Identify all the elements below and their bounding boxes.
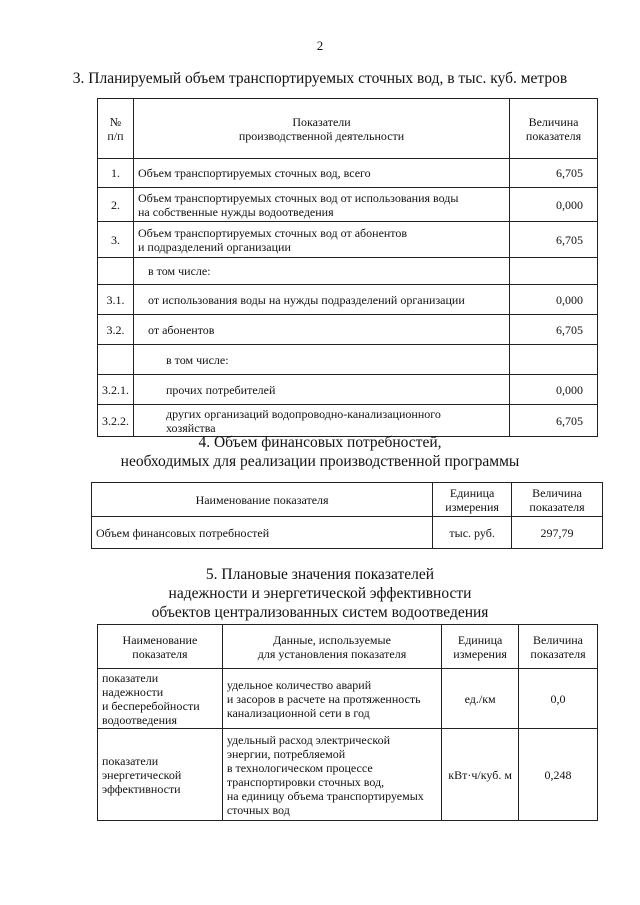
table-row: 1. Объем транспортируемых сточных вод, всего 6,705	[98, 159, 598, 188]
section-4-title: 4. Объем финансовых потребностей, необходимых для реализации производственной программы	[120, 434, 520, 470]
table-row: 3. Объем транспортируемых сточных вод от абонентов и подразделений организации 6,705	[98, 222, 598, 258]
table-row: показатели надежности и бесперебойности водоотведения удельное количество аварий и засоров в расчете на протяженность канализационной сети в год ед./км 0,0	[98, 669, 598, 729]
table-row: 3.2.2. других организаций водопроводно-канализационного хозяйства 6,705	[98, 405, 598, 437]
table-header-row: Наименование показателя Единица измерения Величина показателя	[92, 483, 603, 517]
table-header-row	[98, 99, 598, 159]
table-header-row: Наименование показателя Данные, используемые для установления показателя Единица измерения Величина показателя	[98, 625, 598, 669]
table-row: показатели энергетической эффективности удельный расход электрической энергии, потребляемой в технологическом процессе транспортировки сточных вод, на единицу объема транспортируемых сточных вод кВт·ч/куб. м 0,248	[98, 729, 598, 821]
page-number: 2	[316, 38, 324, 53]
section-5-title: 5. Плановые значения показателей надежности и энергетической эффективности объектов централизованных систем водоотведения	[151, 566, 489, 621]
table-row: 3.2. от абонентов 6,705	[98, 315, 598, 345]
table-row: 3.1. от использования воды на нужды подразделений организации 0,000	[98, 285, 598, 315]
table-row: Объем финансовых потребностей тыс. руб. 297,79	[92, 517, 603, 549]
table-row: 3.2.1. прочих потребителей 0,000	[98, 375, 598, 405]
header-num: № п/п	[98, 99, 134, 159]
header-indicator: Показатели производственной деятельности	[134, 99, 510, 159]
section-4-table	[91, 482, 603, 549]
header-value: Величина показателя	[510, 99, 598, 159]
section-5-table	[97, 624, 598, 821]
table-row: в том числе:	[98, 258, 598, 285]
table-row: в том числе:	[98, 345, 598, 375]
table-row: 2. Объем транспортируемых сточных вод от использования воды на собственные нужды водоотведения 0,000	[98, 188, 598, 222]
section-3-table	[97, 98, 598, 437]
section-3-title: 3. Планируемый объем транспортируемых сточных вод, в тыс. куб. метров	[72, 70, 568, 87]
